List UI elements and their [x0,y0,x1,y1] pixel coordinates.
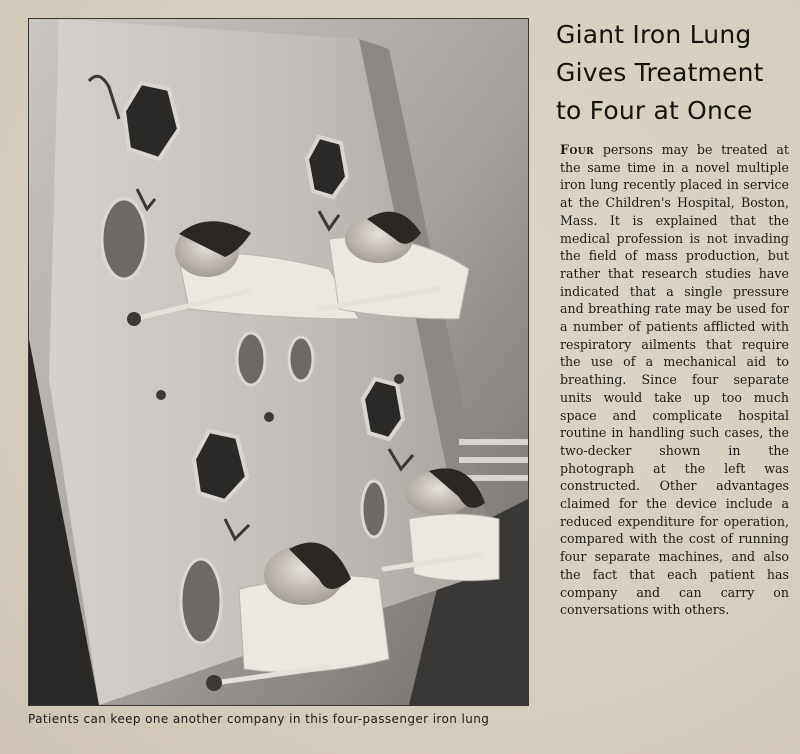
iron-lung-illustration [29,19,528,705]
headline-line-2: Gives Treatment [556,58,764,87]
article-headline [556,16,796,130]
headline-line-3: to Four at Once [556,96,753,125]
article-body-text: persons may be treated at the same time in a novel multiple iron lung recently placed in service at the Children's Hospital, Boston, Mass. It is explained that the medical profession is not invading the field of mass production, but rather that research studies have indicated that a single pressure and breathing rate may be used for a number of patients afflicted with respiratory ailments that require the use of a mechanical aid to breathing. Since four separate units would take up too much space and complicate hospital routine in handling such cases, the two-decker shown in the photograph at the left was constructed. Other advantages claimed for the device include a reduced expenditure for operation, compared with the cost of running four separate machines, and also the fact that each patient has company and can carry on conversations with others. [560,142,789,618]
headline-line-1: Giant Iron Lung [556,20,752,49]
article-body [560,141,789,619]
iron-lung-photo [28,18,529,706]
photo-caption: Patients can keep one another company in this four-passenger iron lung [28,712,490,726]
article-lead-word: Four [560,142,595,157]
